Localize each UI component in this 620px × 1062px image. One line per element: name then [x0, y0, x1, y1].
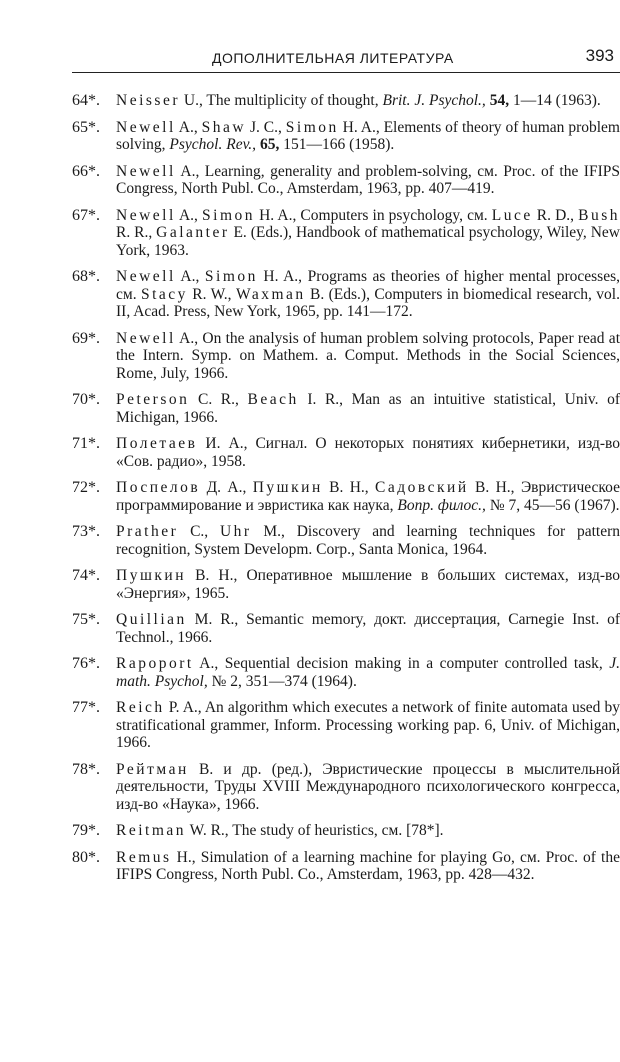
journal-title: Brit. J. Psychol.,: [382, 92, 486, 109]
reference-number: 73*.: [72, 523, 100, 540]
reference-fragment: C.,: [178, 523, 220, 540]
reference-text: [116, 523, 620, 558]
reference-number: 69*.: [72, 329, 100, 347]
reference-text: [116, 567, 620, 602]
reference-number: 64*.: [72, 92, 100, 109]
reference-text: [116, 761, 620, 814]
reference-number: 71*.: [72, 435, 100, 452]
reference-item: [72, 655, 620, 690]
reference-fragment: A.,: [175, 206, 203, 224]
reference-fragment: В. Н., Оперативное мышление в больших системах, изд-во «Энергия», 1965.: [116, 567, 620, 602]
reference-text: [116, 207, 620, 260]
reference-number: 76*.: [72, 655, 100, 672]
reference-text: [116, 822, 620, 840]
author-name: Reitman: [116, 822, 187, 839]
reference-fragment: 151—166 (1958).: [279, 136, 395, 153]
author-name: Пушкин: [252, 479, 323, 496]
author-name: Neisser: [116, 92, 180, 109]
author-name: Рейтман: [116, 760, 189, 778]
reference-number: 75*.: [72, 611, 100, 628]
reference-fragment: M. R., Semantic memory, докт. диссертация, Carnegie Inst. of Technol., 1966.: [116, 611, 620, 646]
page-header: [72, 44, 620, 73]
reference-item: [72, 207, 620, 260]
reference-item: [72, 567, 620, 602]
reference-number: 68*.: [72, 268, 100, 285]
author-name: Newell: [116, 118, 176, 136]
author-name: Galanter: [156, 224, 230, 241]
reference-item: [72, 163, 620, 198]
journal-title: Psychol. Rev.,: [169, 136, 257, 153]
reference-fragment: A., Learning, generality and problem-solving, см. Proc. of the IFIPS Congress, North Publ. Co., Amsterdam, 1963, pp. 407—419.: [116, 162, 620, 197]
reference-item: [72, 822, 620, 840]
author-name: Peterson: [116, 391, 190, 408]
reference-item: [72, 479, 620, 514]
reference-fragment: В. Н., Эвристическое программирование и эвристика как наука,: [116, 479, 620, 514]
reference-item: [72, 391, 620, 426]
reference-fragment: A.,: [175, 268, 205, 285]
reference-number: 65*.: [72, 118, 100, 136]
reference-item: [72, 330, 620, 383]
author-name: Newell: [116, 206, 176, 224]
reference-fragment: I. R., Man as an intuitive statistical, Univ. of Michigan, 1966.: [116, 391, 620, 426]
author-name: Rapoport: [116, 655, 194, 672]
reference-fragment: J. C.,: [246, 118, 286, 136]
reference-fragment: № 7, 45—56 (1967).: [485, 496, 620, 514]
reference-text: [116, 92, 620, 110]
reference-fragment: R. D.,: [532, 206, 579, 224]
reference-fragment: A., On the analysis of human problem solving protocols, Paper read at the Intern. Symp. on Mathem. a. Comput. Methods in the Social Sciences, Rome, July, 1966.: [116, 329, 620, 382]
reference-item: [72, 523, 620, 558]
reference-number: 79*.: [72, 822, 100, 839]
reference-fragment: В. Н.,: [322, 479, 376, 496]
reference-text: [116, 119, 620, 154]
reference-text: [116, 330, 620, 383]
author-name: Prather: [116, 523, 179, 540]
reference-fragment: H. A., Programs as theories of higher mental processes, см.: [116, 268, 620, 303]
reference-item: [72, 92, 620, 110]
author-name: Luce: [491, 206, 533, 224]
reference-item: [72, 699, 620, 752]
author-name: Пушкин: [116, 567, 186, 584]
journal-title: Вопр. филос.,: [397, 496, 486, 514]
author-name: Stacy: [140, 285, 188, 303]
reference-fragment: A.,: [175, 118, 202, 136]
reference-fragment: M., Discovery and learning techniques for pattern recognition, System Developm. Corp., Santa Monica, 1964.: [116, 523, 620, 558]
reference-text: [116, 611, 620, 646]
reference-text: [116, 849, 620, 884]
author-name: Полетаев: [116, 435, 198, 452]
author-name: Simon: [202, 206, 256, 224]
author-name: Simon: [204, 268, 258, 285]
reference-fragment: № 2, 351—374 (1964).: [207, 672, 357, 690]
page-number: 393: [585, 46, 614, 65]
reference-number: 72*.: [72, 479, 100, 496]
reference-item: [72, 761, 620, 814]
reference-item: [72, 435, 620, 470]
reference-text: [116, 655, 620, 690]
author-name: Newell: [116, 329, 176, 347]
reference-fragment: B. (Eds.), Computers in biomedical research, vol. II, Acad. Press, New York, 1965, pp. 141—172.: [116, 285, 620, 320]
reference-fragment: C. R.,: [189, 391, 248, 408]
journal-title: J. math. Psychol,: [116, 655, 620, 690]
reference-text: [116, 163, 620, 198]
reference-fragment: В. и др. (ред.), Эвристические процессы в мыслительной деятельности, Труды XVIII Международного психологического конгресса, изд-во «Наука», 1966.: [116, 760, 620, 813]
author-name: Quillian: [116, 611, 187, 628]
reference-list: [72, 92, 620, 893]
reference-fragment: R. R.,: [116, 224, 157, 241]
reference-fragment: A., Sequential decision making in a computer controlled task,: [193, 655, 610, 672]
reference-fragment: Д. А.,: [200, 479, 253, 496]
reference-number: 66*.: [72, 162, 100, 180]
reference-text: [116, 479, 620, 514]
reference-text: [116, 435, 620, 470]
reference-fragment: H., Simulation of a learning machine for playing Go, см. Proc. of the IFIPS Congress, North Publ. Co., Amsterdam, 1963, pp. 428—432.: [116, 848, 620, 883]
reference-fragment: R. W.,: [187, 285, 236, 303]
reference-item: [72, 611, 620, 646]
author-name: Shaw: [201, 118, 247, 136]
reference-text: [116, 268, 620, 321]
reference-text: [116, 391, 620, 426]
author-name: Remus: [116, 848, 172, 866]
reference-fragment: H. A., Elements of theory of human problem solving,: [116, 118, 620, 153]
reference-fragment: U., The multiplicity of thought,: [180, 92, 383, 109]
reference-fragment: W. R., The study of heuristics, см. [78*].: [186, 822, 444, 839]
reference-number: 70*.: [72, 391, 100, 408]
reference-fragment: E. (Eds.), Handbook of mathematical psychology, Wiley, New York, 1963.: [116, 224, 620, 259]
author-name: Simon: [285, 118, 339, 136]
volume-number: 65,: [259, 136, 280, 153]
reference-number: 67*.: [72, 206, 100, 224]
reference-number: 77*.: [72, 699, 100, 716]
reference-number: 78*.: [72, 760, 100, 778]
author-name: Bush: [578, 206, 620, 224]
author-name: Newell: [116, 268, 176, 285]
author-name: Поспелов: [116, 479, 201, 496]
reference-number: 74*.: [72, 567, 100, 584]
reference-item: [72, 119, 620, 154]
author-name: Newell: [116, 162, 176, 180]
reference-item: [72, 849, 620, 884]
author-name: Садовский: [375, 479, 469, 496]
author-name: Beach: [247, 391, 299, 408]
volume-number: 54,: [489, 92, 510, 109]
reference-fragment: И. А., Сигнал. О некоторых понятиях кибернетики, изд-во «Сов. радио», 1958.: [116, 435, 620, 470]
reference-fragment: H. A., Computers in psychology, см.: [255, 206, 492, 224]
reference-text: [116, 699, 620, 752]
running-title: ДОПОЛНИТЕЛЬНАЯ ЛИТЕРАТУРА: [212, 50, 454, 66]
author-name: Uhr: [219, 523, 252, 540]
author-name: Waxman: [235, 285, 306, 303]
reference-item: [72, 268, 620, 321]
reference-fragment: 1—14 (1963).: [509, 92, 601, 109]
reference-number: 80*.: [72, 848, 100, 866]
reference-fragment: P. A., An algorithm which executes a network of finite automata used by stratificational grammer, Inform. Processing working pap. 6, Univ. of Michigan, 1966.: [116, 699, 620, 751]
author-name: Reich: [116, 699, 165, 716]
